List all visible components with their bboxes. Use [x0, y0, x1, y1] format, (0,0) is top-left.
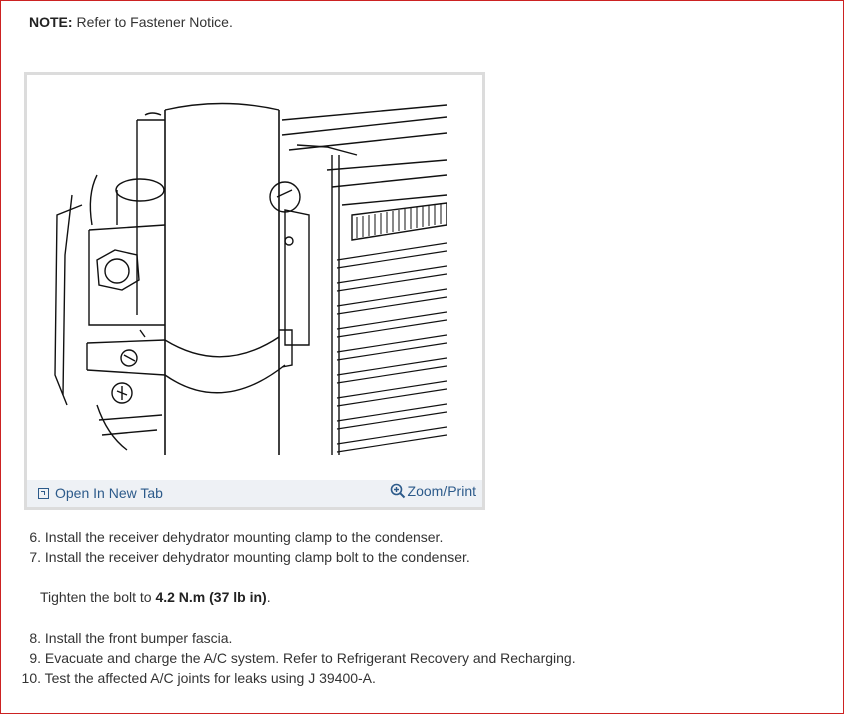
step-number: 10. [21, 670, 41, 686]
step-text: Test the affected A/C joints for leaks using J 39400-A. [44, 670, 376, 686]
step-text: Install the front bumper fascia. [44, 630, 233, 646]
zoom-print-label: Zoom/Print [407, 483, 476, 499]
note-text: Refer to Fastener Notice. [76, 14, 233, 30]
open-tab-icon [38, 488, 49, 499]
step-number: 7. [29, 549, 41, 565]
torque-spec [40, 589, 271, 605]
illustration-figure [24, 72, 485, 510]
step-item [1, 670, 376, 686]
step-item [1, 549, 470, 565]
figure-toolbar [27, 480, 482, 507]
step-item [1, 529, 443, 545]
step-number: 9. [29, 650, 41, 666]
clamp-illustration[interactable] [27, 75, 482, 480]
torque-prefix: Tighten the bolt to [40, 589, 156, 605]
step-text: Install the receiver dehydrator mounting clamp bolt to the condenser. [44, 549, 470, 565]
note-label: NOTE: [29, 14, 73, 30]
open-in-new-tab-link[interactable] [38, 485, 163, 501]
step-item [1, 630, 232, 646]
step-item [1, 650, 576, 666]
torque-suffix: . [266, 589, 271, 605]
zoom-print-link[interactable] [390, 483, 476, 499]
zoom-icon [390, 483, 406, 499]
open-tab-label: Open In New Tab [55, 485, 163, 501]
step-number: 6. [29, 529, 41, 545]
step-text: Install the receiver dehydrator mounting clamp to the condenser. [44, 529, 444, 545]
torque-value: 4.2 N.m (37 lb in) [155, 589, 267, 605]
step-text: Evacuate and charge the A/C system. Refer to Refrigerant Recovery and Recharging. [44, 650, 576, 666]
fastener-note [29, 14, 233, 30]
step-number: 8. [29, 630, 41, 646]
